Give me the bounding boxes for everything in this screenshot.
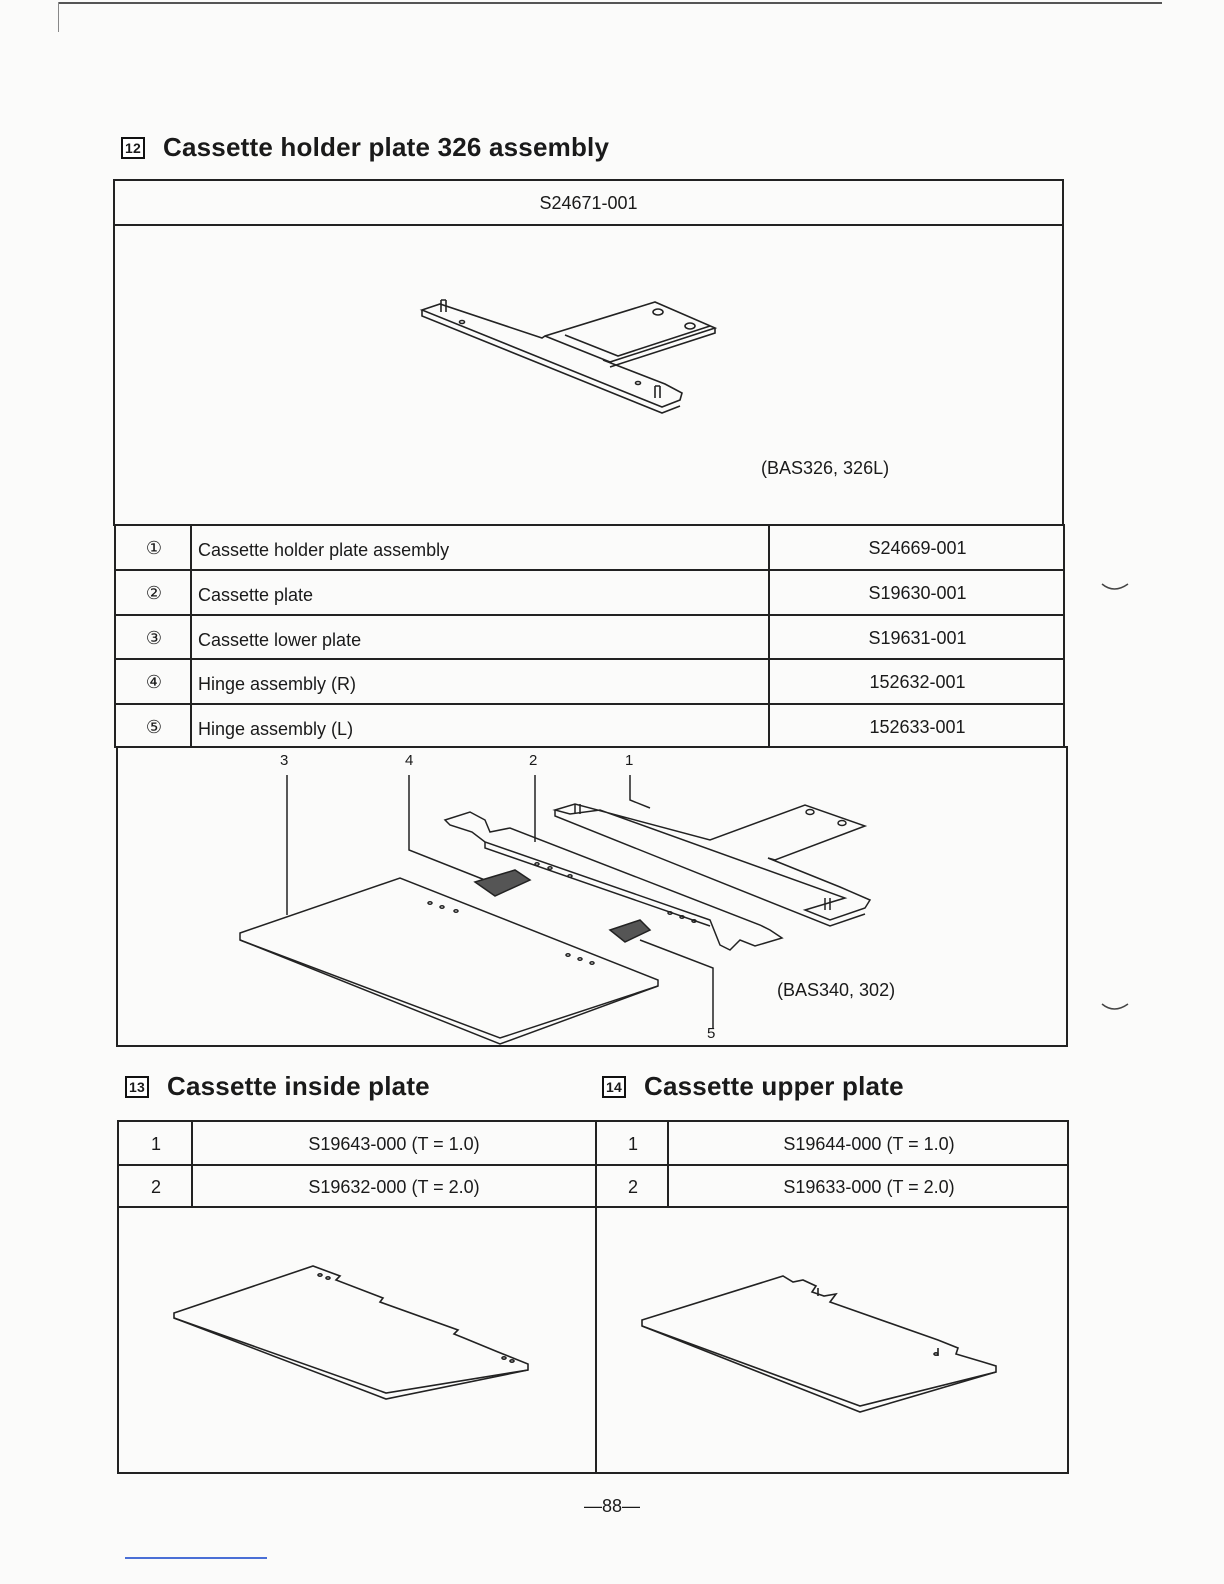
inside-row-part-number: S19643-000 (T = 1.0) [308,1133,480,1154]
upper-row-part-number: S19644-000 (T = 1.0) [783,1133,955,1154]
part-name: Hinge assembly (L) [198,718,354,739]
section-13-heading [125,1071,430,1102]
divider [115,224,1062,226]
cassette-upper-plate-drawing [638,1270,1008,1420]
cassette-inside-plate-drawing [168,1258,538,1408]
margin-mark [1100,1000,1130,1020]
page-top-border [58,2,1162,4]
inside-row-index: 2 [150,1176,161,1197]
cassette-holder-plate-drawing [410,290,730,420]
part-number: S19630-001 [868,582,967,603]
part-number: S19631-001 [868,627,967,648]
part-name: Cassette plate [198,584,314,605]
page-number: —88— [583,1496,641,1516]
callout-4: 4 [405,752,414,769]
bottom-underline [125,1557,267,1559]
inside-row-part-number: S19632-000 (T = 2.0) [308,1176,480,1197]
upper-row-index: 2 [627,1176,638,1197]
section-14-title: Cassette upper plate [643,1071,904,1101]
callout-5: 5 [707,1025,716,1042]
part-name: Cassette lower plate [198,629,362,650]
assembly-part-number: S24671-001 [539,193,638,213]
figure-caption: (BAS326, 326L) [761,458,890,478]
part-number: S24669-001 [868,538,967,558]
section-14-badge: 14 [602,1076,626,1098]
part-name: Cassette holder plate assembly [198,540,450,560]
section-12-badge: 12 [121,137,145,159]
section-14-heading [602,1071,904,1102]
margin-mark [1100,580,1130,600]
part-index: ⑤ [145,716,163,737]
section-13-badge: 13 [125,1076,149,1098]
callout-3: 3 [280,752,289,769]
upper-row-index: 1 [627,1133,638,1154]
part-index: ④ [145,671,163,692]
exploded-assembly-drawing [230,770,890,1045]
section-12-heading [121,132,609,163]
callout-1: 1 [625,752,634,769]
section-12-title: Cassette holder plate 326 assembly [162,132,610,162]
inside-row-index: 1 [150,1133,161,1154]
part-number: 152633-001 [869,716,966,737]
parts-table [114,524,1065,748]
section-13-title: Cassette inside plate [166,1071,430,1101]
exploded-caption: (BAS340, 302) [777,980,896,1000]
part-index: ③ [145,627,163,648]
page-left-mark [58,2,59,32]
part-number: 152632-001 [869,671,966,692]
part-index: ① [145,538,163,558]
upper-row-part-number: S19633-000 (T = 2.0) [783,1176,955,1197]
callout-2: 2 [529,752,538,769]
part-index: ② [145,582,163,603]
part-name: Hinge assembly (R) [198,673,357,694]
